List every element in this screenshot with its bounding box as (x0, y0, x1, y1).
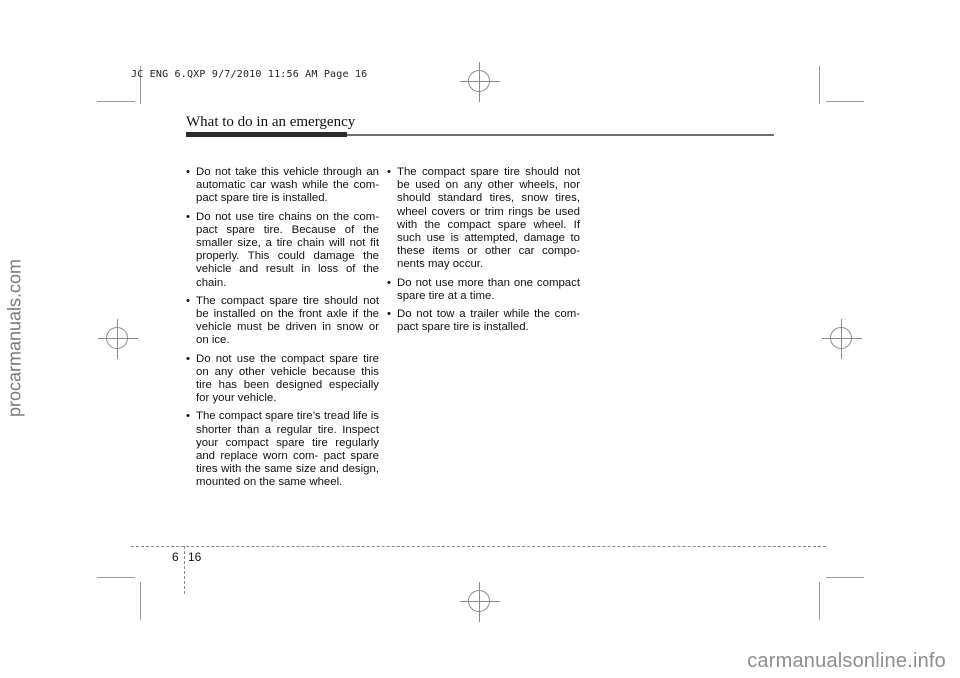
list-item: • Do not use the compact spare tire on any other vehicle because this tire has been designed especially for your vehicle. (186, 353, 379, 406)
crop-mark-bottom-right-h (826, 577, 864, 578)
footer-divider (184, 546, 185, 594)
bullet-list-left (186, 166, 379, 490)
bullet-list-right (387, 166, 580, 334)
section-title: What to do in an emergency (186, 114, 356, 130)
crop-mark-bottom-right-v (819, 582, 820, 620)
crop-mark-top-right-h (826, 101, 864, 102)
text-column-right (387, 166, 580, 339)
page-number: 16 (188, 550, 202, 564)
list-item: • The compact spare tire’s tread life is shorter than a regular tire. Inspect your compact spare tire regularly and replace worn com- pact spare tires with the same size and design, mounted on the same wheel. (186, 410, 379, 489)
list-item: • The compact spare tire should not be installed on the front axle if the vehicle must be driven in snow or on ice. (186, 295, 379, 348)
crop-mark-top-left-h (97, 101, 135, 102)
print-slug: JC ENG 6.QXP 9/7/2010 11:56 AM Page 16 (131, 69, 368, 80)
list-item: • The compact spare tire should not be used on any other wheels, nor should standard tires, snow tires, wheel covers or trim rings be used with the compact spare wheel. If such use is attempted, damage to these items or other car compo- nents may occur. (387, 166, 580, 272)
registration-mark-left (98, 319, 138, 359)
crop-mark-bottom-left-v (140, 582, 141, 620)
footer-rule (131, 546, 826, 547)
list-item: • Do not use tire chains on the com- pact spare tire. Because of the smaller size, a tire chain will not fit properly. This could damage the vehicle and result in loss of the chain. (186, 211, 379, 290)
registration-mark-right (822, 319, 862, 359)
list-item: • Do not take this vehicle through an automatic car wash while the com- pact spare tire is installed. (186, 166, 379, 206)
watermark-bottom: carmanualsonline.info (747, 650, 946, 672)
registration-mark-bottom (460, 582, 500, 622)
text-column-left (186, 166, 379, 495)
crop-mark-top-right-v (819, 66, 820, 104)
registration-mark-top (460, 62, 500, 102)
list-item: • Do not use more than one compact spare tire at a time. (387, 277, 580, 303)
watermark-left-text: procarmanuals.com (4, 258, 25, 418)
header-rule-accent (186, 132, 347, 137)
crop-mark-bottom-left-h (97, 577, 135, 578)
list-item: • Do not tow a trailer while the com- pact spare tire is installed. (387, 308, 580, 334)
watermark-left (0, 0, 30, 678)
chapter-number: 6 (172, 550, 179, 564)
